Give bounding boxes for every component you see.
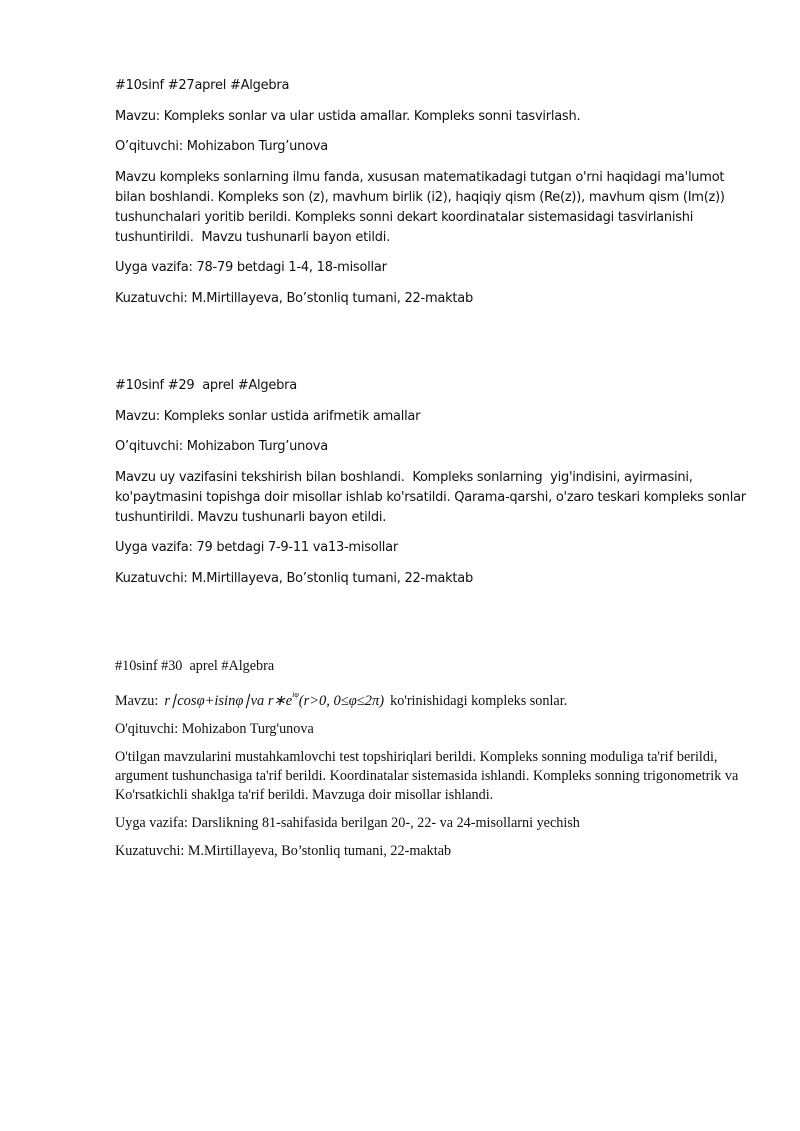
lesson-report-27-april bbox=[115, 76, 755, 309]
lesson-homework: Uyga vazifa: 78-79 betdagi 1-4, 18-misollar bbox=[115, 260, 387, 275]
lesson-header: #10sinf #27aprel #Algebra bbox=[115, 78, 290, 93]
lesson-description: O'tilgan mavzularini mustahkamlovchi test topshiriqlari berildi. Kompleks sonning moduliga ta'rif berildi, argument tushunchasiga ta'rif berildi. Koordinatalar sistemasida ishlandi. Kompleks sonning trigonometrik va Ko'rsatkichli shaklga ta'rif berildi. Mavzuga doir misollar ishlandi. bbox=[115, 749, 742, 803]
lesson-topic: Mavzu: Kompleks sonlar va ular ustida amallar. Kompleks sonni tasvirlash. bbox=[115, 108, 581, 124]
lesson-description: Mavzu uy vazifasini tekshirish bilan boshlandi. Kompleks sonlarning yig'indisini, ayirmasini, ko'paytmasini topishga doir misollar ishlab ko'rsatildi. Qarama-qarshi, o'zaro teskari kompleks sonlar tushuntirildi. Mavzu tushunarli bayon etildi. bbox=[115, 469, 750, 525]
lesson-report-30-april bbox=[115, 657, 755, 861]
formula-exponent: iφ bbox=[292, 690, 299, 699]
lesson-header: #10sinf #30 aprel #Algebra bbox=[115, 658, 275, 674]
lesson-report-29-april bbox=[115, 376, 755, 589]
lesson-description: Mavzu kompleks sonlarning ilmu fanda, xususan matematikadagi tutgan o'rni haqidagi ma'lumot bilan boshlandi. Kompleks son (z), mavhum birlik (i2), haqiqiy qism (Re(z)), mavhum qism (Im(z)) tushunchalari yoritib berildi. Kompleks sonni dekart koordinatalar sistemasidagi tasvirlanishi tushuntirildi. Mavzu tushunarli bayon etildi. bbox=[115, 169, 729, 245]
lesson-topic: Mavzu: Kompleks sonlar ustida arifmetik amallar bbox=[115, 408, 421, 424]
formula-condition: (r>0, 0≤φ≤2π) bbox=[298, 693, 385, 709]
lesson-observer: Kuzatuvchi: M.Mirtillayeva, Bo’stonliq tumani, 22-maktab bbox=[115, 290, 473, 306]
topic-suffix: ko'rinishidagi kompleks sonlar. bbox=[390, 693, 568, 709]
lesson-teacher: O’qituvchi: Mohizabon Turg’unova bbox=[115, 439, 328, 454]
lesson-header: #10sinf #29 aprel #Algebra bbox=[115, 378, 297, 393]
lesson-homework: Uyga vazifa: 79 betdagi 7-9-11 va13-misollar bbox=[115, 540, 398, 555]
lesson-observer: Kuzatuvchi: M.Mirtillayeva, Bo’stonliq tumani, 22-maktab bbox=[115, 570, 473, 586]
topic-label: Mavzu: bbox=[115, 693, 159, 709]
lesson-teacher: O’qituvchi: Mohizabon Turg’unova bbox=[115, 139, 328, 154]
lesson-topic bbox=[115, 685, 755, 711]
lesson-homework: Uyga vazifa: Darslikning 81-sahifasida berilgan 20-, 22- va 24-misollarni yechish bbox=[115, 815, 580, 831]
lesson-observer: Kuzatuvchi: M.Mirtillayeva, Bo’stonliq tumani, 22-maktab bbox=[115, 843, 452, 859]
lesson-teacher: O'qituvchi: Mohizabon Turg'unova bbox=[115, 721, 314, 737]
complex-number-formula bbox=[164, 685, 384, 711]
formula-main: r∣cosφ+isinφ∣va r∗e bbox=[164, 693, 293, 709]
